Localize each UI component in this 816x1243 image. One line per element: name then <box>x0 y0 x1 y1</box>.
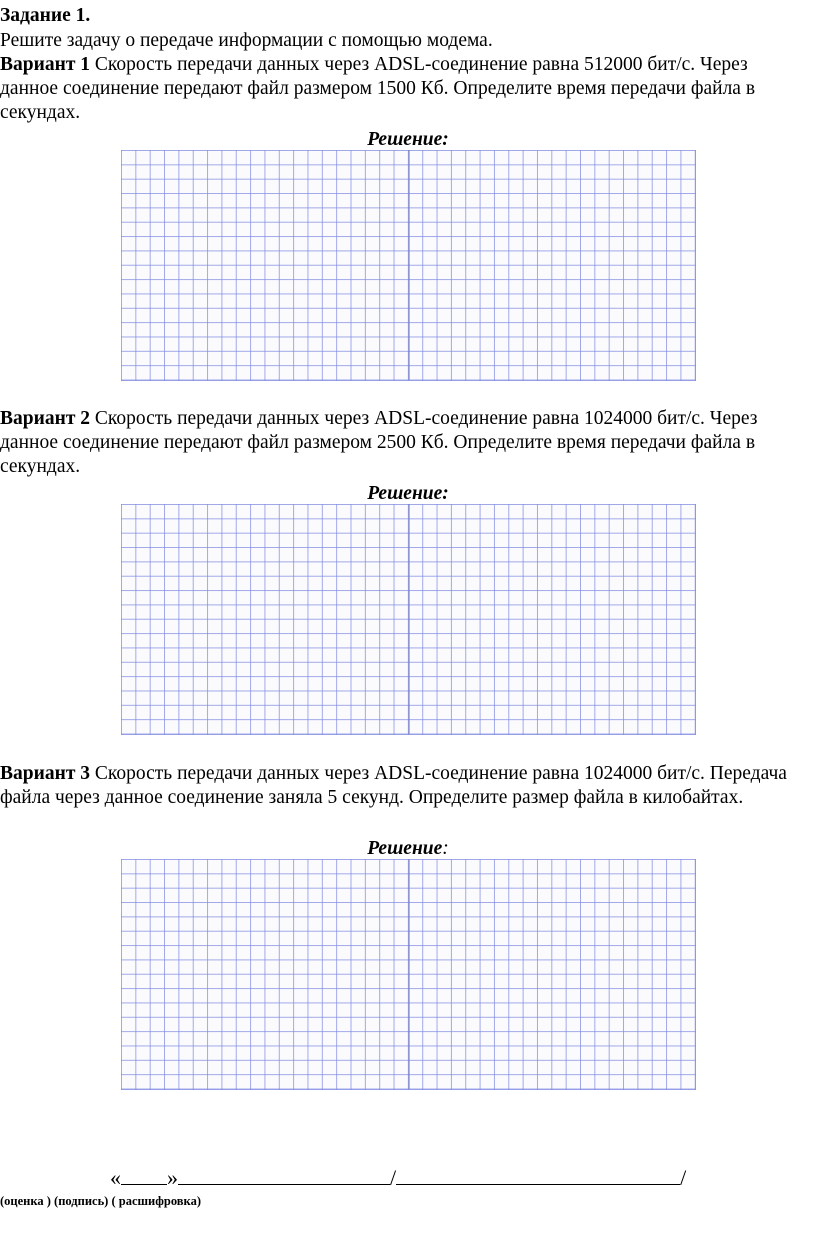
signature-line <box>110 1164 686 1191</box>
grade-close-quote: » <box>167 1165 178 1190</box>
variant-2-answer-grid[interactable] <box>121 504 696 735</box>
grid-fold-line <box>408 150 410 380</box>
variant-1-solution-label: Решение: <box>367 129 449 150</box>
variant-1-text <box>0 53 810 125</box>
grid-fold-line <box>408 504 410 734</box>
signature-blank[interactable] <box>178 1164 390 1185</box>
signature-slash-2: / <box>680 1165 687 1190</box>
variant-3-answer-grid[interactable] <box>121 859 696 1090</box>
grid-fold-line <box>408 859 410 1089</box>
signature-caption: (оценка ) (подпись) ( расшифровка) <box>0 1194 201 1208</box>
signature-slash-1: / <box>390 1165 397 1190</box>
variant-2-label: Вариант 2 <box>0 408 91 429</box>
variant-3-solution-label <box>0 837 816 861</box>
variant-1-body: Скорость передачи данных через ADSL-соединение равна 512000 бит/с. Через данное соединение передают файл размером 1500 Кб. Определите время передачи файла в секундах. <box>0 54 756 123</box>
variant-1-label: Вариант 1 <box>0 54 91 75</box>
variant-1-answer-grid[interactable] <box>121 150 696 381</box>
variant-2-solution-label: Решение: <box>367 483 449 504</box>
grade-open-quote: « <box>110 1165 121 1190</box>
variant-2-text <box>0 407 810 479</box>
task-intro: Решите задачу о передаче информации с помощью модема. <box>0 30 493 51</box>
variant-2-body: Скорость передачи данных через ADSL-соединение равна 1024000 бит/с. Через данное соединение передают файл размером 2500 Кб. Определите время передачи файла в секундах. <box>0 408 758 477</box>
variant-3-body: Скорость передачи данных через ADSL-соединение равна 1024000 бит/с. Передача файла через данное соединение заняла 5 секунд. Определите размер файла в килобайтах. <box>0 763 787 808</box>
task-title: Задание 1. <box>0 5 91 26</box>
variant-3-solution-colon: : <box>442 838 449 859</box>
variant-3-label: Вариант 3 <box>0 763 91 784</box>
grade-blank[interactable] <box>121 1164 167 1185</box>
name-blank[interactable] <box>396 1164 680 1185</box>
variant-3-text <box>0 762 810 810</box>
variant-3-solution-word: Решение <box>367 838 443 859</box>
